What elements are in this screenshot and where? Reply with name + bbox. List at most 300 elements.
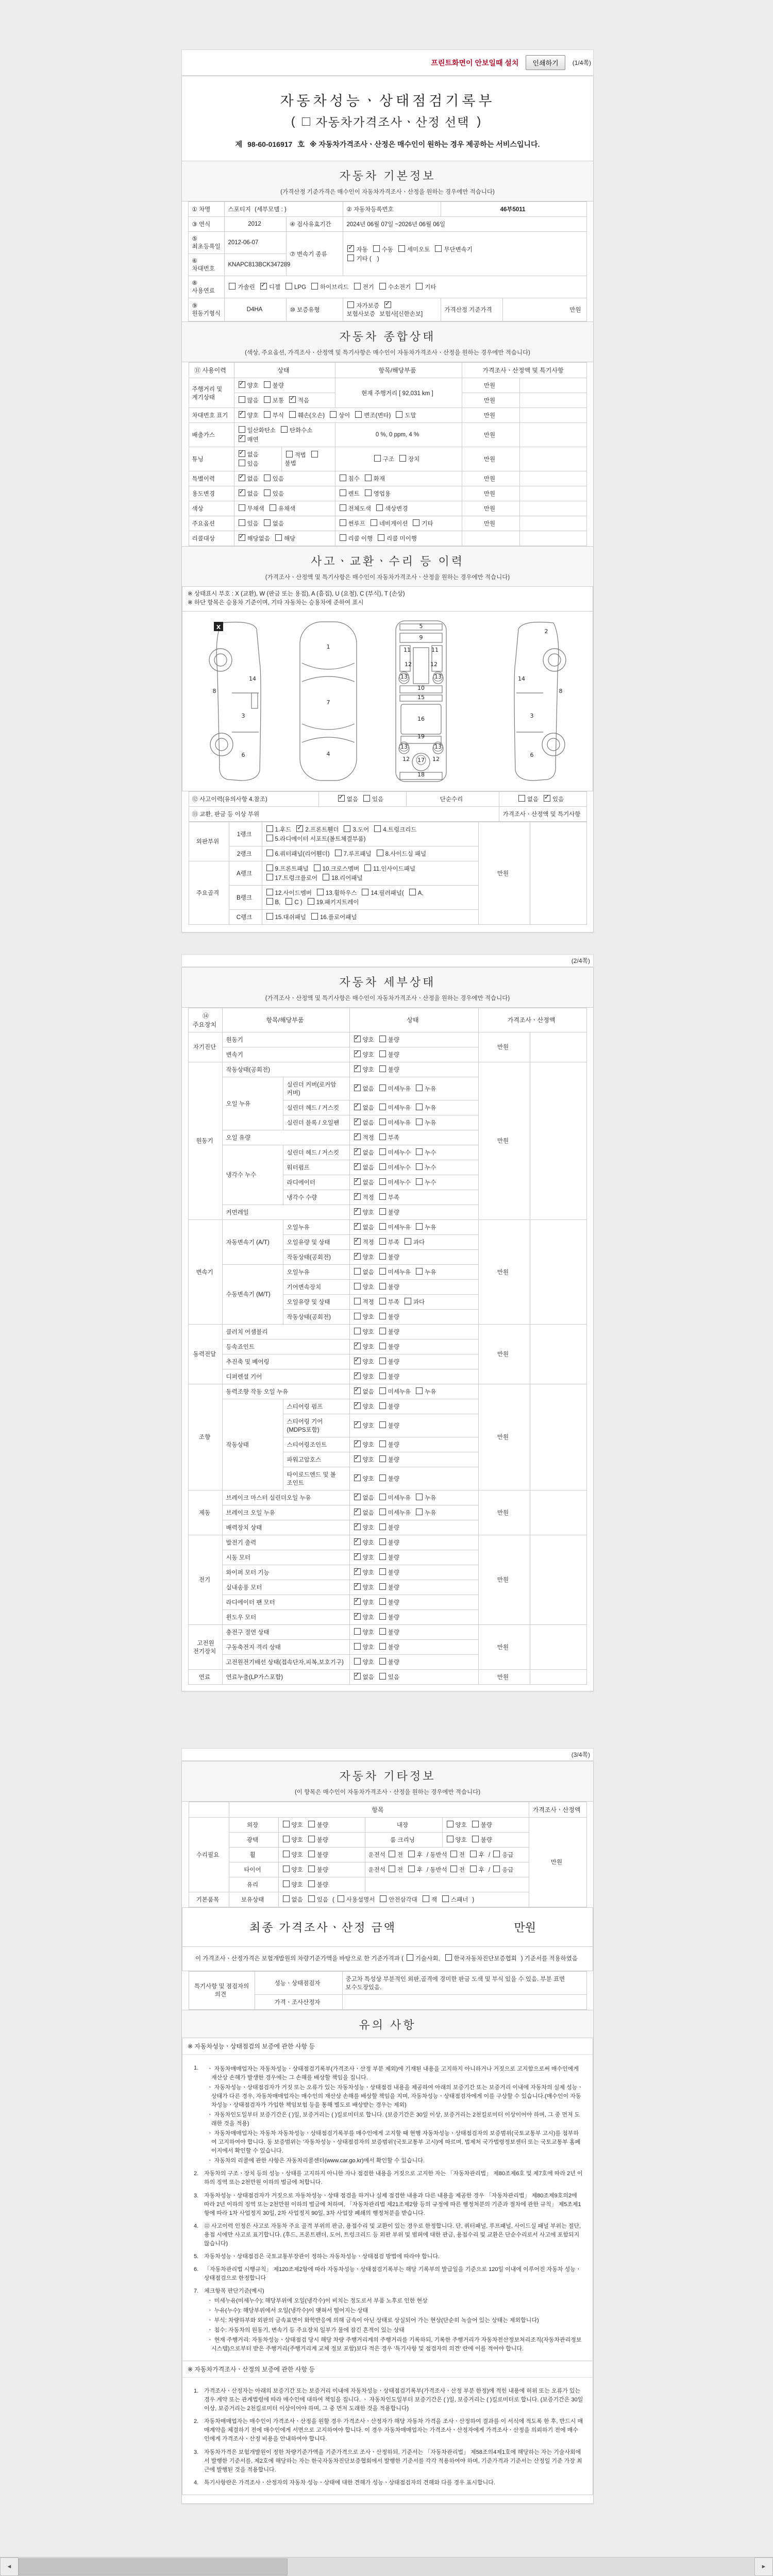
checkbox-label: 있음 xyxy=(272,491,284,497)
checkbox-unchecked-icon xyxy=(450,1866,457,1872)
notice-item-number: 2. xyxy=(194,2171,199,2177)
checkbox-checked-icon xyxy=(354,1253,361,1260)
checkbox-label: 해당없음 xyxy=(247,536,270,542)
checkbox-label: 없음 xyxy=(527,796,539,803)
page-1-card xyxy=(181,76,594,933)
checkbox-label: 양호 xyxy=(291,1882,303,1888)
text: ⑩ 보증유형 xyxy=(290,307,320,313)
notice-text: 자동차의 구조ㆍ장치 등의 성능ㆍ상태를 고지하지 아니한 자나 점검한 내용을 거짓으로 고지한 자는 「자동차관리법」 제80조제6호 및 제7호에 따라 2년 이하의 징역 또는 2천만원 이하의 벌금에 처합니다. xyxy=(204,2171,583,2186)
checkbox-unchecked-icon xyxy=(266,889,273,895)
checkbox-checked-icon xyxy=(354,1178,361,1185)
checkbox-label: 양호 xyxy=(362,1359,374,1365)
cell xyxy=(283,1399,349,1414)
checkbox-label: 적음 xyxy=(297,398,310,404)
cell xyxy=(365,1862,529,1877)
checkbox-label: 없음 xyxy=(362,1105,374,1111)
text: 실린더 블록 / 오일팬 xyxy=(287,1120,340,1126)
checkbox-unchecked-icon xyxy=(308,1836,315,1842)
scrollbar-thumb[interactable] xyxy=(19,2558,288,2575)
horizontal-scrollbar[interactable] xyxy=(0,2557,773,2576)
text: 만원 xyxy=(569,307,581,313)
text: 수리필요 xyxy=(196,1852,220,1858)
checkbox-unchecked-icon xyxy=(389,1866,395,1872)
checkbox-unchecked-icon xyxy=(405,1298,411,1304)
checkbox-label: 19.패키지트레이 xyxy=(316,899,359,906)
scroll-right-arrow[interactable]: ► xyxy=(754,2557,773,2576)
cell xyxy=(262,846,478,861)
etc-band xyxy=(182,1761,593,1802)
checkbox-label: 미세누유 xyxy=(388,1105,411,1111)
cell xyxy=(234,393,335,408)
cell xyxy=(349,1279,478,1294)
checkbox-checked-icon xyxy=(354,1193,361,1200)
checkbox-unchecked-icon xyxy=(379,1523,386,1530)
cell xyxy=(189,1032,223,1062)
cell xyxy=(223,1130,349,1145)
checkbox-unchecked-icon xyxy=(416,1084,423,1091)
checkbox-label: 3.도어 xyxy=(352,826,369,833)
text: ) xyxy=(472,1896,475,1903)
cell xyxy=(223,1565,349,1580)
cell xyxy=(225,217,287,232)
cell xyxy=(234,447,281,471)
checkbox-label: 9.프론트패널 xyxy=(275,866,309,872)
checkbox-unchecked-icon xyxy=(379,1613,386,1620)
checkbox-label: 양호 xyxy=(362,1599,374,1606)
cell xyxy=(229,885,262,909)
checkbox-unchecked-icon xyxy=(283,1836,290,1842)
checkbox-checked-icon xyxy=(354,1494,361,1500)
checkbox-label: 불량 xyxy=(388,1254,399,1261)
checkbox-unchecked-icon xyxy=(365,474,372,481)
checkbox-unchecked-icon xyxy=(408,1866,415,1872)
checkbox-label: 양호 xyxy=(455,1822,467,1828)
cell xyxy=(189,1669,223,1684)
checkbox-unchecked-icon xyxy=(379,1372,386,1379)
checkbox-unchecked-icon xyxy=(379,1658,386,1665)
checkbox-label: 없음 xyxy=(247,491,259,497)
checkbox-label: 11.인사이드패널 xyxy=(373,866,415,872)
checkbox-label: 양호 xyxy=(362,1442,374,1448)
cell xyxy=(223,1339,349,1354)
checkbox-label: 불량 xyxy=(388,1629,399,1636)
cell xyxy=(283,1077,349,1100)
cell xyxy=(349,1264,478,1279)
diagram-part-number: 8 xyxy=(559,687,563,694)
cell xyxy=(441,202,586,217)
notice-item-body xyxy=(204,2192,583,2218)
checkbox-label: 한국자동차진단보증협회 xyxy=(453,1955,517,1962)
checkbox-unchecked-icon xyxy=(379,1402,386,1409)
cell xyxy=(349,1384,478,1399)
print-toolbar xyxy=(181,49,594,76)
text: 상태 xyxy=(277,367,290,374)
cell xyxy=(530,1624,586,1669)
checkbox-checked-icon xyxy=(354,1568,361,1575)
checkbox-label: C ) xyxy=(294,899,303,906)
cell xyxy=(519,531,586,546)
checkbox-checked-icon xyxy=(338,795,345,802)
checkbox-label: 색상변경 xyxy=(384,506,408,512)
checkbox-unchecked-icon xyxy=(379,1440,386,1447)
accident-band xyxy=(182,546,593,587)
notice-item-body xyxy=(204,2064,583,2166)
text: 동력조향 작동 오일 누유 xyxy=(226,1388,289,1395)
text: 만원 xyxy=(497,1674,509,1681)
checkbox-label: 변조(변타) xyxy=(364,413,391,419)
cell xyxy=(255,1971,342,1994)
cell xyxy=(478,1669,530,1684)
checkbox-label: 불량 xyxy=(316,1867,328,1873)
checkbox-unchecked-icon xyxy=(376,504,383,511)
checkbox-unchecked-icon xyxy=(264,396,271,403)
checkbox-label: 양호 xyxy=(362,1629,374,1636)
cell xyxy=(343,217,586,232)
cell xyxy=(335,423,462,447)
text: 항목/해당부품 xyxy=(378,367,416,374)
checkbox-label: 불량 xyxy=(316,1837,328,1843)
checkbox-unchecked-icon xyxy=(371,519,377,526)
checkbox-unchecked-icon xyxy=(398,245,405,252)
checkbox-label: 보험사보증 xyxy=(346,311,376,317)
checkbox-label: 불량 xyxy=(388,1554,399,1561)
cell xyxy=(223,1505,349,1520)
cell xyxy=(519,471,586,486)
checkbox-label: 불량 xyxy=(272,383,284,389)
checkbox-label: 6.쿼터패널(리어휀더) xyxy=(275,851,330,857)
checkbox-label: 불량 xyxy=(388,1422,399,1429)
cell xyxy=(223,1077,283,1130)
checkbox-label: 리콜 미이행 xyxy=(386,536,417,542)
checkbox-label: 누수 xyxy=(425,1179,436,1186)
checkbox-unchecked-icon xyxy=(447,1821,453,1827)
checkbox-unchecked-icon xyxy=(379,1673,386,1680)
cell xyxy=(349,1249,478,1264)
checkbox-checked-icon xyxy=(354,1223,361,1230)
cell xyxy=(478,1384,530,1490)
cell xyxy=(189,1008,223,1032)
cell xyxy=(189,822,229,861)
notice-item xyxy=(194,2417,583,2444)
text: 주요골격 xyxy=(196,890,220,896)
cell xyxy=(223,1550,349,1565)
cell xyxy=(349,1100,478,1115)
exchange-table-mount xyxy=(182,822,593,925)
checkbox-unchecked-icon xyxy=(379,1163,386,1170)
page-indicator-3: (3/4쪽) xyxy=(181,1748,594,1761)
cell xyxy=(283,1414,349,1437)
text: 유리 xyxy=(246,1882,259,1888)
diagram-part-number: 6 xyxy=(241,751,245,758)
checkbox-unchecked-icon xyxy=(416,1494,423,1500)
detail-state-table xyxy=(188,1008,586,1685)
diagram-part-number: 6 xyxy=(530,751,534,758)
checkbox-unchecked-icon xyxy=(379,1050,386,1057)
cell xyxy=(335,471,462,486)
checkbox-checked-icon xyxy=(347,245,354,252)
checkbox-label: 과다 xyxy=(413,1239,425,1246)
document-column xyxy=(181,0,594,2576)
text: 차대번호 표기 xyxy=(192,413,228,419)
cell xyxy=(189,1892,229,1907)
checkbox-label: 양호 xyxy=(362,1314,374,1320)
cell xyxy=(349,1205,478,1219)
text: 만원 xyxy=(497,1138,509,1144)
cell xyxy=(349,1414,478,1437)
page-indicator-1: (1/4쪽) xyxy=(572,59,591,66)
checkbox-unchecked-icon xyxy=(416,1178,423,1185)
checkbox-unchecked-icon xyxy=(266,850,273,856)
checkbox-label: 없음 xyxy=(247,452,259,458)
checkbox-unchecked-icon xyxy=(377,850,383,856)
checkbox-unchecked-icon xyxy=(374,455,381,462)
checkbox-unchecked-icon xyxy=(379,1298,386,1304)
notice-item-number: 1. xyxy=(194,2388,199,2395)
cell xyxy=(281,447,335,471)
text: 만원 xyxy=(497,870,509,877)
checkbox-label: 탄화수소 xyxy=(290,428,313,434)
checkbox-label: 양호 xyxy=(247,413,259,419)
checkbox-label: 미세누유 xyxy=(388,1495,411,1501)
text: ⑧ 사용연료 xyxy=(192,280,215,294)
checkbox-unchecked-icon xyxy=(379,1238,386,1245)
cell xyxy=(349,1565,478,1580)
cell xyxy=(349,1369,478,1384)
cell xyxy=(349,1047,478,1062)
checkbox-unchecked-icon xyxy=(362,889,368,895)
cell xyxy=(335,531,462,546)
text: 만원 xyxy=(483,506,496,512)
cell xyxy=(349,1624,478,1639)
text: 브레이크 오일 누유 xyxy=(226,1510,275,1516)
text: 오일유량 및 상태 xyxy=(287,1299,330,1306)
checkbox-unchecked-icon xyxy=(416,1163,423,1170)
checkbox-label: 미세누수 xyxy=(388,1164,411,1171)
checkbox-label: 기타 xyxy=(425,284,436,291)
cell xyxy=(349,1160,478,1175)
notice-item xyxy=(194,2265,583,2283)
text: 라디에이터 xyxy=(287,1179,316,1186)
checkbox-unchecked-icon xyxy=(396,411,402,418)
text: 0 %, 0 ppm, 4 % xyxy=(375,432,419,438)
checkbox-label: 전 xyxy=(459,1867,465,1873)
text: 추진축 및 베어링 xyxy=(226,1359,270,1365)
checkbox-label: 양호 xyxy=(362,1403,374,1410)
cell xyxy=(287,217,343,232)
text: 타이로드엔드 및 볼 조인트 xyxy=(287,1471,336,1486)
checkbox-checked-icon xyxy=(354,1613,361,1620)
text: 2012 xyxy=(248,221,261,227)
text: 발전기 출력 xyxy=(226,1539,257,1546)
detail-band xyxy=(182,968,593,1008)
special-notes-table xyxy=(189,1971,587,2010)
checkbox-checked-icon xyxy=(354,1104,361,1110)
text: 가격조사ㆍ산정액 및 특기사항 xyxy=(502,811,581,818)
text: / xyxy=(488,1867,491,1873)
checkbox-label: 자동차가격조사ㆍ산정 선택 xyxy=(315,115,470,129)
notice-item xyxy=(194,2448,583,2475)
checkbox-label: 양호 xyxy=(362,1659,374,1666)
checkbox-checked-icon xyxy=(354,1133,361,1140)
text: (세부모델 : ) xyxy=(253,207,287,213)
cell xyxy=(229,1817,278,1832)
checkbox-label: 양호 xyxy=(362,1344,374,1350)
checkbox-label: 불량 xyxy=(388,1329,399,1335)
checkbox-label: 전기 xyxy=(362,284,374,291)
checkbox-label: 누유 xyxy=(425,1269,436,1276)
cell xyxy=(349,1130,478,1145)
checkbox-label: 구조 xyxy=(382,456,394,463)
checkbox-unchecked-icon xyxy=(308,898,314,905)
text: 스티어링 펌프 xyxy=(287,1403,323,1410)
checkbox-unchecked-icon xyxy=(416,1387,423,1394)
cell xyxy=(442,1832,529,1847)
text: 수동변속기 (M/T) xyxy=(226,1292,271,1298)
cell xyxy=(519,447,586,471)
cell xyxy=(229,1892,278,1907)
checkbox-unchecked-icon xyxy=(314,865,321,871)
checkbox-checked-icon xyxy=(239,411,245,418)
cell xyxy=(189,1490,223,1535)
cell xyxy=(223,1384,349,1399)
cell xyxy=(349,1062,478,1077)
doc-no: 98-60-016917 xyxy=(247,140,293,148)
checkbox-unchecked-icon xyxy=(405,1238,411,1245)
checkbox-unchecked-icon xyxy=(379,1494,386,1500)
caution-band xyxy=(182,2010,593,2038)
cell xyxy=(189,1624,223,1669)
checkbox-checked-icon xyxy=(544,795,550,802)
checkbox-unchecked-icon xyxy=(435,245,442,252)
checkbox-unchecked-icon xyxy=(285,898,292,905)
cell xyxy=(223,1654,349,1669)
checkbox-unchecked-icon xyxy=(354,283,361,290)
diagram-part-number: 11 xyxy=(431,646,439,653)
cell xyxy=(462,408,519,423)
diagram-part-number: 3 xyxy=(241,712,245,719)
cell xyxy=(349,1505,478,1520)
text: 만원 xyxy=(483,413,496,419)
scroll-left-arrow[interactable]: ◄ xyxy=(0,2557,19,2576)
text: 만원 xyxy=(497,1434,509,1440)
checkbox-unchecked-icon xyxy=(340,504,346,511)
cell xyxy=(349,1077,478,1100)
checkbox-label: 무채색 xyxy=(247,506,264,512)
notice-item xyxy=(194,2170,583,2187)
checkbox-unchecked-icon xyxy=(239,504,245,511)
notice-item-body xyxy=(204,2170,583,2187)
cell xyxy=(349,1219,478,1234)
checkbox-label: 불량 xyxy=(388,1524,399,1531)
checkbox-label: 디젤 xyxy=(268,284,281,291)
cell xyxy=(189,1817,229,1892)
checkbox-unchecked-icon xyxy=(379,1475,386,1481)
checkbox-label: 전체도색 xyxy=(348,506,371,512)
cell xyxy=(343,202,441,217)
cell xyxy=(262,822,478,846)
cell xyxy=(335,378,462,408)
text: 라디에이터 팬 모터 xyxy=(226,1599,275,1606)
cell xyxy=(529,1817,586,1907)
text: 연료누출(LP가스포함) xyxy=(226,1674,283,1681)
checkbox-unchecked-icon xyxy=(379,1208,386,1215)
checkbox-checked-icon xyxy=(354,1475,361,1481)
checkbox-unchecked-icon xyxy=(379,1628,386,1635)
checkbox-unchecked-icon xyxy=(239,396,245,403)
text: ) 기준서를 적용하였음 xyxy=(520,1955,578,1962)
checkbox-unchecked-icon xyxy=(354,1643,361,1650)
text: 이 가격조사ㆍ산정가격은 보험개발원의 차량기준가액을 바탕으로 한 기준가격과 ( xyxy=(195,1955,404,1962)
checkbox-unchecked-icon xyxy=(283,1866,290,1872)
cell xyxy=(255,1994,342,2009)
checkbox-label: 불량 xyxy=(316,1882,328,1888)
checkbox-label: 매연 xyxy=(247,437,259,443)
text: B랭크 xyxy=(237,894,252,901)
checkbox-checked-icon xyxy=(384,301,391,308)
checkbox-label: 적법 xyxy=(294,452,306,459)
cell xyxy=(349,1654,478,1669)
cell xyxy=(478,1219,530,1324)
diagram-part-number: 3 xyxy=(530,712,534,719)
cell xyxy=(234,423,335,447)
checkbox-label: 누유 xyxy=(425,1105,436,1111)
cell xyxy=(530,1032,586,1062)
checkbox-unchecked-icon xyxy=(380,1895,386,1902)
checkbox-unchecked-icon xyxy=(317,889,324,895)
special-notes-mount xyxy=(182,1971,593,2010)
cell xyxy=(189,1802,229,1817)
cell xyxy=(349,1669,478,1684)
cell xyxy=(223,1219,283,1264)
text: 배력장치 상태 xyxy=(226,1524,262,1531)
checkbox-label: 부족 xyxy=(388,1239,399,1246)
cell xyxy=(283,1309,349,1324)
checkbox-unchecked-icon xyxy=(347,255,354,261)
checkbox-label: 없음 xyxy=(362,1224,374,1231)
comprehensive-note: (색상, 주요옵션, 가격조사ㆍ산정액 및 특기사항은 매수인이 자동차가격조사ㆍ산정을 원하는 경우에만 적습니다) xyxy=(245,350,530,356)
cell xyxy=(349,1467,478,1490)
checkbox-label: 양호 xyxy=(362,1554,374,1561)
print-button[interactable]: 인쇄하기 xyxy=(526,55,565,70)
checkbox-label: 훼손(오손) xyxy=(297,413,325,419)
checkbox-label: 양호 xyxy=(362,1476,374,1482)
checkbox-label: 가솔린 xyxy=(238,284,255,291)
checkbox-unchecked-icon xyxy=(379,1328,386,1334)
checkbox-label: 있음 xyxy=(247,521,259,527)
text: ④ 검사유효기간 xyxy=(290,222,331,228)
checkbox-unchecked-icon xyxy=(413,519,419,526)
checkbox-label: 미세누유 xyxy=(388,1388,411,1395)
cell xyxy=(349,1639,478,1654)
cell xyxy=(530,822,586,924)
text: 원동기 xyxy=(226,1037,243,1043)
checkbox-label: 전 xyxy=(397,1852,403,1858)
comprehensive-table-mount xyxy=(182,362,593,546)
cell xyxy=(349,1609,478,1624)
checkbox-label: 불량 xyxy=(388,1403,399,1410)
cell xyxy=(478,1490,530,1535)
cell xyxy=(349,1175,478,1190)
text: 2012-06-07 xyxy=(228,240,259,246)
checkbox-label: 부족 xyxy=(388,1299,399,1306)
cell xyxy=(283,1115,349,1130)
text: 튜닝 xyxy=(192,456,204,463)
notice-text: 자동차가격은 보험개발원이 정한 차량기준가액을 기준가격으로 조사ㆍ산정하되, 기준서는 「자동차관리법」 제58조의4제1호에 해당하는 자는 기술사회에서 발행한 기준서를, 제2호에 해당하는 자는 한국자동차진단보증협회에서 발행한 기준서를 각각 적용하여야 하며, 기준가격과 기준서는 산정일 기준 가장 최근에 발행된 것을 적용합니다. xyxy=(204,2449,582,2473)
checkbox-label: 불량 xyxy=(388,1599,399,1606)
cell xyxy=(519,501,586,516)
exchange-mark-x: X xyxy=(216,623,221,631)
cell xyxy=(335,501,462,516)
